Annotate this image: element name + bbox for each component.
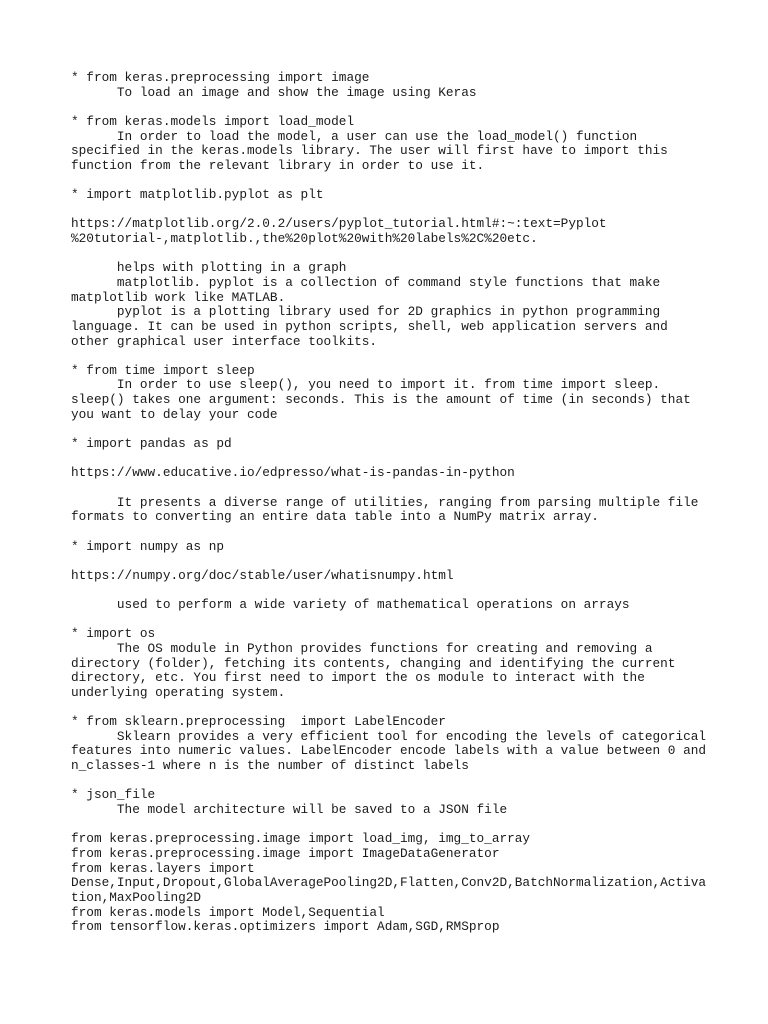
blank-line bbox=[71, 422, 711, 437]
text-line: The model architecture will be saved to a JSON file bbox=[71, 802, 508, 818]
text-line: In order to use sleep(), you need to import it. from time import sleep. bbox=[71, 377, 661, 393]
text-line: from tensorflow.keras.optimizers import Adam,SGD,RMSprop bbox=[71, 919, 500, 935]
text-line: helps with plotting in a graph bbox=[71, 260, 347, 276]
text-line: directory (folder), fetching its contents, changing and identifying the current bbox=[71, 655, 676, 671]
blank-line bbox=[71, 452, 711, 467]
text-line: matplotlib. pyplot is a collection of command style functions that make bbox=[71, 274, 661, 290]
text-line: other graphical user interface toolkits. bbox=[71, 333, 378, 349]
blank-line bbox=[71, 481, 711, 496]
text-line: from keras.layers import bbox=[71, 860, 255, 876]
text-line: * import pandas as pd bbox=[71, 436, 232, 452]
text-line: Sklearn provides a very efficient tool for encoding the levels of categorical bbox=[71, 728, 707, 744]
blank-line bbox=[71, 203, 711, 218]
text-line: * from keras.models import load_model bbox=[71, 113, 355, 129]
text-line: used to perform a wide variety of mathematical operations on arrays bbox=[71, 597, 630, 613]
text-line: from keras.preprocessing.image import ImageDataGenerator bbox=[71, 845, 500, 861]
blank-line bbox=[71, 701, 711, 716]
blank-line bbox=[71, 774, 711, 789]
text-line: tion,MaxPooling2D bbox=[71, 889, 202, 905]
blank-line bbox=[71, 173, 711, 188]
text-line: https://numpy.org/doc/stable/user/whatisnumpy.html bbox=[71, 567, 454, 583]
text-line: pyplot is a plotting library used for 2D graphics in python programming bbox=[71, 304, 661, 320]
text-line: function from the relevant library in order to use it. bbox=[71, 157, 485, 173]
text-line: features into numeric values. LabelEncoder encode labels with a value between 0 and bbox=[71, 743, 707, 759]
blank-line bbox=[71, 349, 711, 364]
text-line: It presents a diverse range of utilities, ranging from parsing multiple file bbox=[71, 494, 699, 510]
text-line: from keras.preprocessing.image import load_img, img_to_array bbox=[71, 831, 531, 847]
document-text bbox=[71, 71, 711, 935]
blank-line bbox=[71, 554, 711, 569]
text-line: matplotlib work like MATLAB. bbox=[71, 289, 286, 305]
text-line: * json_file bbox=[71, 787, 156, 803]
text-line: * import numpy as np bbox=[71, 538, 225, 554]
blank-line bbox=[71, 525, 711, 540]
text-line: * from time import sleep bbox=[71, 362, 255, 378]
text-line: Dense,Input,Dropout,GlobalAveragePooling2D,Flatten,Conv2D,BatchNormalization,Activa bbox=[71, 875, 707, 891]
text-line: * from keras.preprocessing import image bbox=[71, 70, 370, 85]
text-line: specified in the keras.models library. The user will first have to import this bbox=[71, 143, 668, 159]
text-line: * import os bbox=[71, 626, 156, 642]
blank-line bbox=[71, 100, 711, 115]
text-line: %20tutorial-,matplotlib.,the%20plot%20with%20labels%2C%20etc. bbox=[71, 231, 538, 247]
text-line: The OS module in Python provides functions for creating and removing a bbox=[71, 640, 653, 656]
blank-line bbox=[71, 613, 711, 628]
text-line: from keras.models import Model,Sequential bbox=[71, 904, 385, 920]
blank-line bbox=[71, 818, 711, 833]
text-line: directory, etc. You first need to import the os module to interact with the bbox=[71, 670, 645, 686]
text-line: you want to delay your code bbox=[71, 406, 278, 422]
text-line: formats to converting an entire data table into a NumPy matrix array. bbox=[71, 509, 599, 525]
text-line: language. It can be used in python scripts, shell, web application servers and bbox=[71, 318, 668, 334]
blank-line bbox=[71, 583, 711, 598]
text-line: To load an image and show the image using Keras bbox=[71, 84, 477, 100]
blank-line bbox=[71, 247, 711, 262]
text-line: https://matplotlib.org/2.0.2/users/pyplot_tutorial.html#:~:text=Pyplot bbox=[71, 216, 607, 232]
text-line: sleep() takes one argument: seconds. This is the amount of time (in seconds) that bbox=[71, 392, 691, 408]
text-line: * from sklearn.preprocessing import LabelEncoder bbox=[71, 714, 446, 730]
text-line: n_classes-1 where n is the number of distinct labels bbox=[71, 758, 469, 774]
text-line: underlying operating system. bbox=[71, 684, 286, 700]
text-line: https://www.educative.io/edpresso/what-is-pandas-in-python bbox=[71, 465, 515, 481]
text-line: In order to load the model, a user can use the load_model() function bbox=[71, 128, 638, 144]
text-line: * import matplotlib.pyplot as plt bbox=[71, 187, 324, 203]
